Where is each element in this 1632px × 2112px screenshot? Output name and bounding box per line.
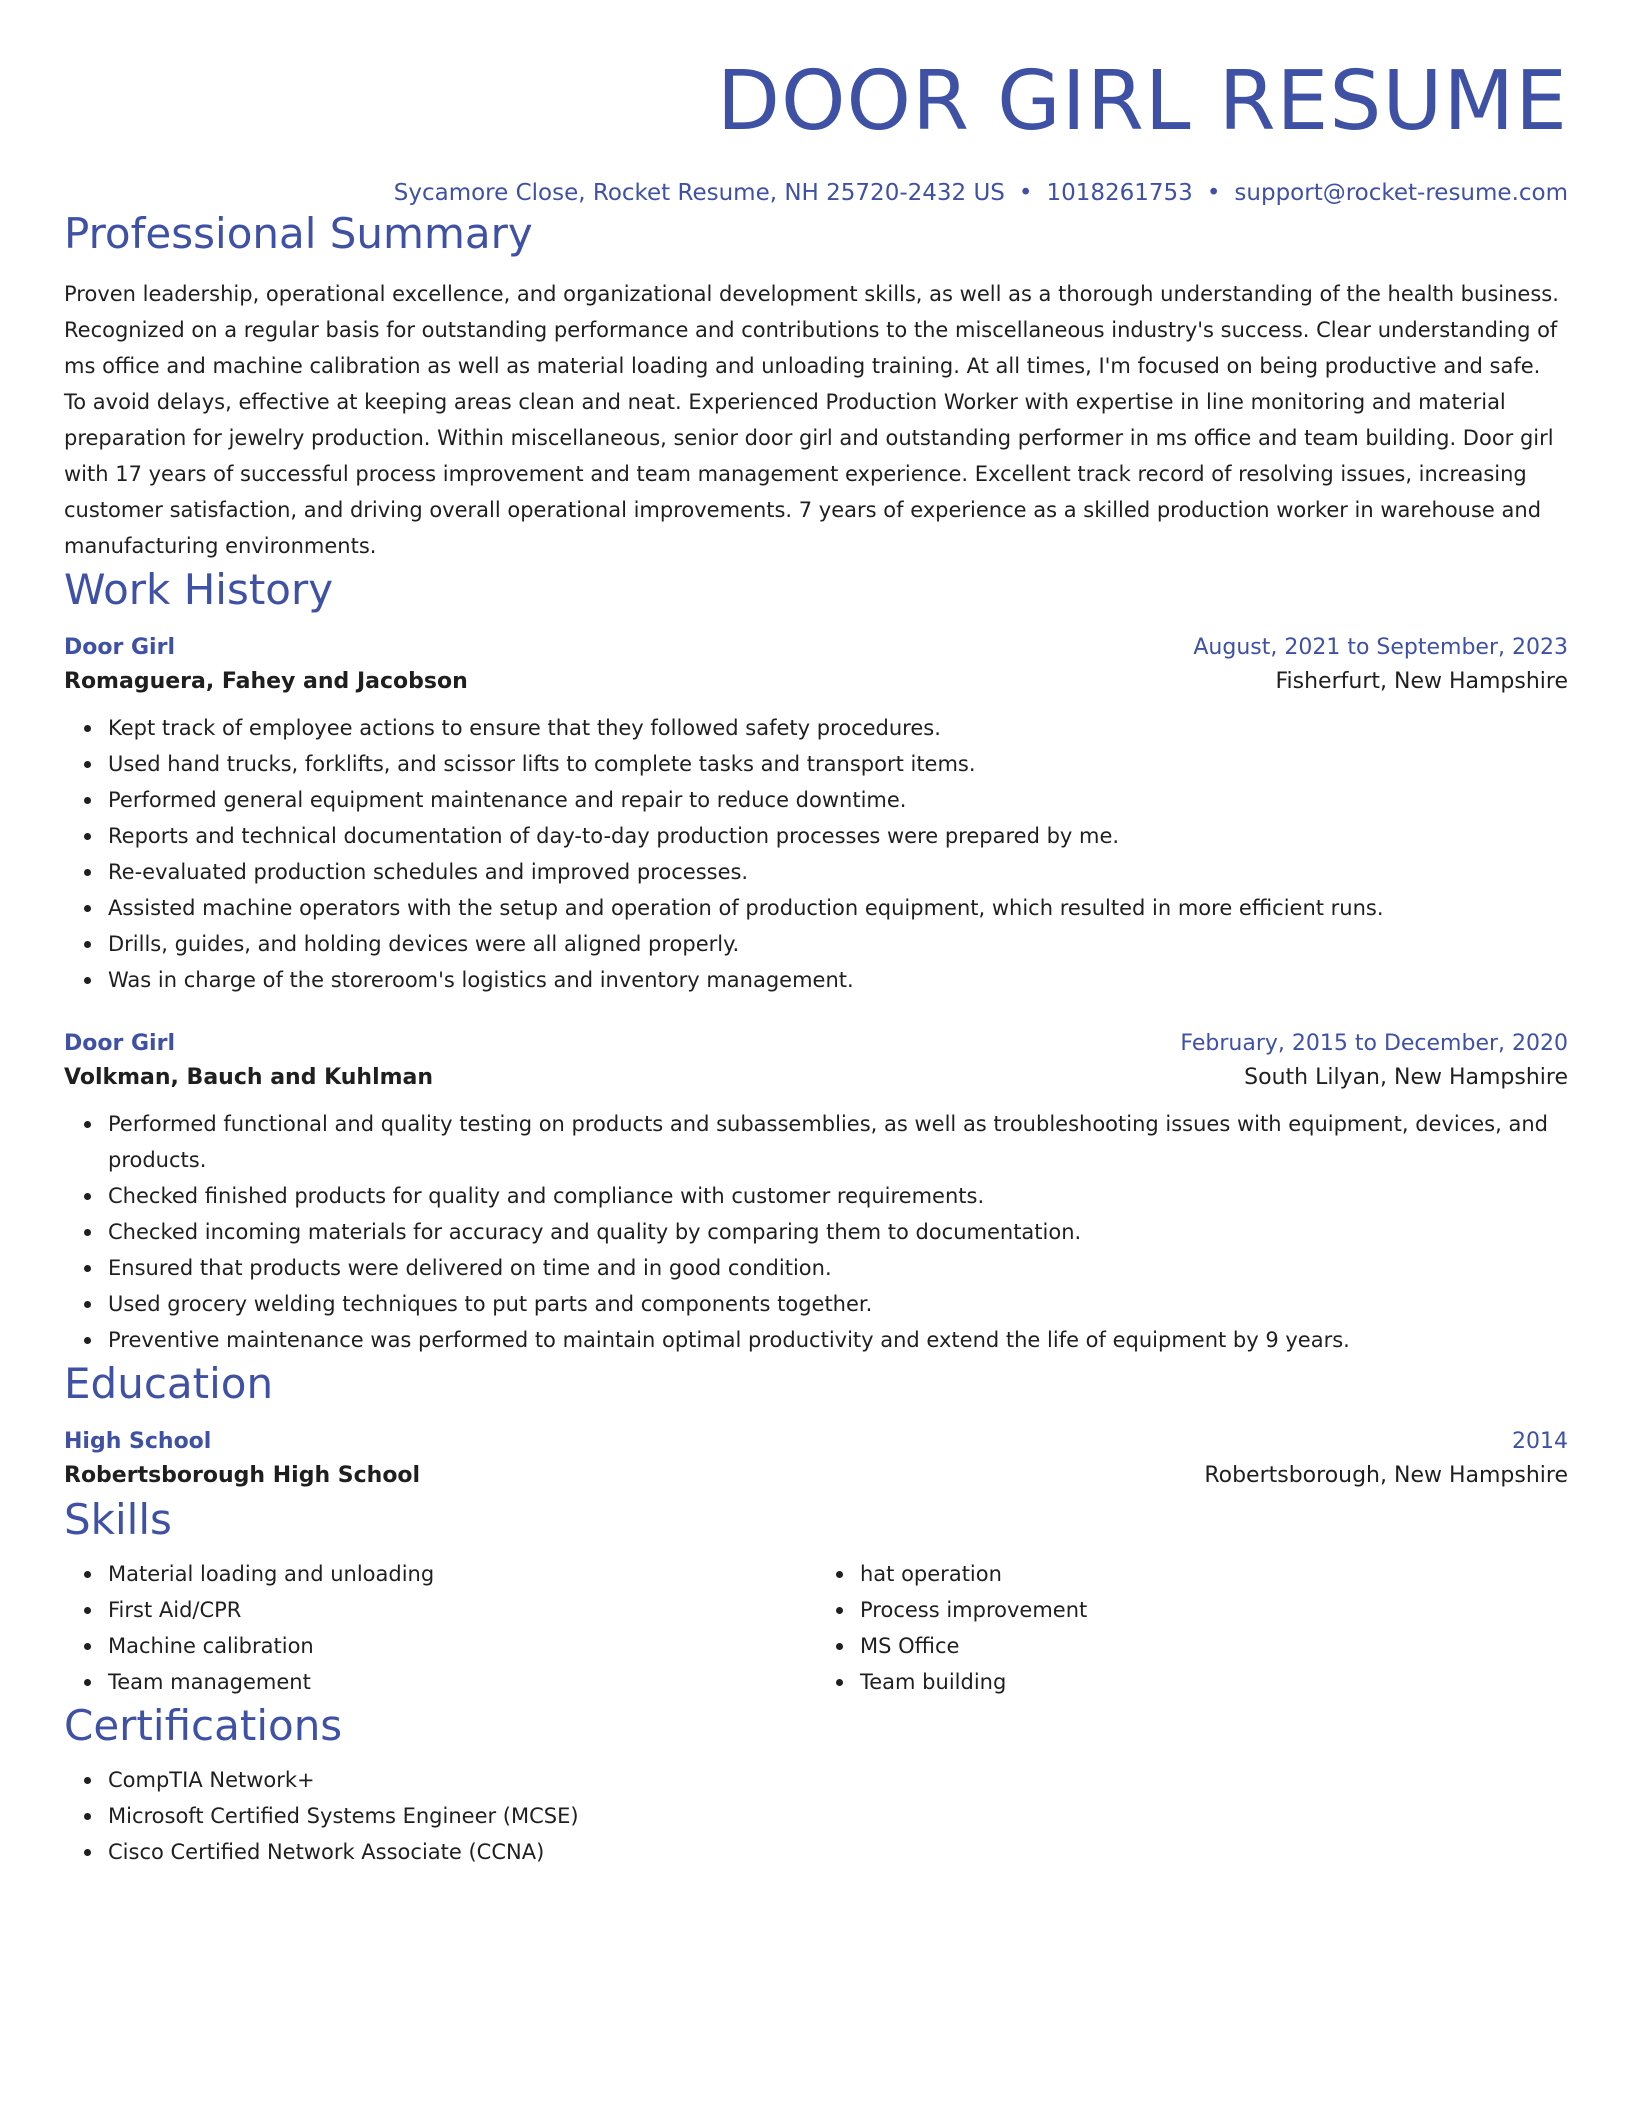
job-header-row [64,1028,1568,1060]
education-header-row [64,1426,1568,1458]
contact-separator: • [1018,180,1033,206]
skills-list-right [816,1556,1568,1700]
certification-item: CompTIA Network+ [108,1762,1568,1798]
job-bullet: Checked incoming materials for accuracy and quality by comparing them to documentation. [108,1214,1568,1250]
job-dates: February, 2015 to December, 2020 [1180,1031,1568,1056]
education-year: 2014 [1512,1429,1568,1454]
education-heading: Education [64,1359,274,1408]
job-company: Romaguera, Fahey and Jacobson [64,669,468,694]
skills-list-left [64,1556,816,1700]
job-bullet: Used hand trucks, forklifts, and scissor lifts to complete tasks and transport items. [108,746,1568,782]
certifications-heading: Certifications [64,1701,343,1750]
job-role: Door Girl [64,635,175,660]
education-entry [64,1426,1568,1494]
skill-item: Process improvement [860,1592,1568,1628]
job-dates: August, 2021 to September, 2023 [1193,635,1568,660]
education-school: Robertsborough High School [64,1463,421,1488]
skill-item: hat operation [860,1556,1568,1592]
education-school-row [64,1458,1568,1494]
work-history-heading: Work History [64,565,334,614]
skill-item: Team building [860,1664,1568,1700]
job-company: Volkman, Bauch and Kuhlman [64,1065,434,1090]
skills-heading: Skills [64,1495,172,1544]
contact-phone: 1018261753 [1046,180,1193,206]
job-bullet: Ensured that products were delivered on time and in good condition. [108,1250,1568,1286]
job-bullet: Drills, guides, and holding devices were all aligned properly. [108,926,1568,962]
skill-item: Machine calibration [108,1628,816,1664]
skill-item: MS Office [860,1628,1568,1664]
certification-item: Cisco Certified Network Associate (CCNA) [108,1834,1568,1870]
summary-text: Proven leadership, operational excellence, and organizational development skills, as well as a thorough understanding of the health business. Recognized on a regular basis for outstanding performance and contributions to the miscellaneous industry's success. Clear understanding of ms office and machine calibration as well as material loading and unloading training. At all times, I'm focused on being productive and safe. To avoid delays, effective at keeping areas clean and neat. Experienced Production Worker with expertise in line monitoring and material preparation for jewelry production. Within miscellaneous, senior door girl and outstanding performer in ms office and team building. Door girl with 17 years of successful process improvement and team management experience. Excellent track record of resolving issues, increasing customer satisfaction, and driving overall operational improvements. 7 years of experience as a skilled production worker in warehouse and manufacturing environments. [64,282,1559,558]
job-role: Door Girl [64,1031,175,1056]
job-bullet: Performed general equipment maintenance and repair to reduce downtime. [108,782,1568,818]
certification-item: Microsoft Certified Systems Engineer (MCSE) [108,1798,1568,1834]
certifications-list [64,1762,1568,1870]
education-location: Robertsborough, New Hampshire [1204,1463,1568,1488]
job-entry [64,1028,1568,1358]
job-location: South Lilyan, New Hampshire [1244,1065,1568,1090]
job-bullet: Re-evaluated production schedules and improved processes. [108,854,1568,890]
skill-item: First Aid/CPR [108,1592,816,1628]
job-company-row [64,1060,1568,1096]
job-entry [64,632,1568,998]
resume-name: DOOR GIRL RESUME [716,54,1568,149]
job-bullet: Assisted machine operators with the setup and operation of production equipment, which resulted in more efficient runs. [108,890,1568,926]
job-bullet: Performed functional and quality testing on products and subassemblies, as well as troubleshooting issues with equipment, devices, and products. [108,1106,1568,1178]
summary-heading: Professional Summary [64,209,533,258]
job-bullet: Used grocery welding techniques to put parts and components together. [108,1286,1568,1322]
job-location: Fisherfurt, New Hampshire [1275,669,1568,694]
job-bullets [64,710,1568,998]
job-bullet: Kept track of employee actions to ensure that they followed safety procedures. [108,710,1568,746]
contact-line [64,178,1568,208]
skill-item: Material loading and unloading [108,1556,816,1592]
job-bullet: Was in charge of the storeroom's logistics and inventory management. [108,962,1568,998]
education-degree: High School [64,1429,212,1454]
job-company-row [64,664,1568,700]
skill-item: Team management [108,1664,816,1700]
job-bullet: Checked finished products for quality and compliance with customer requirements. [108,1178,1568,1214]
contact-separator: • [1206,180,1221,206]
job-bullets [64,1106,1568,1358]
job-bullet: Reports and technical documentation of day-to-day production processes were prepared by me. [108,818,1568,854]
contact-email[interactable]: support@rocket-resume.com [1234,180,1568,206]
job-bullet: Preventive maintenance was performed to maintain optimal productivity and extend the life of equipment by 9 years. [108,1322,1568,1358]
contact-address: Sycamore Close, Rocket Resume, NH 25720-2432 US [393,180,1005,206]
job-header-row [64,632,1568,664]
skills-columns [64,1546,1568,1700]
